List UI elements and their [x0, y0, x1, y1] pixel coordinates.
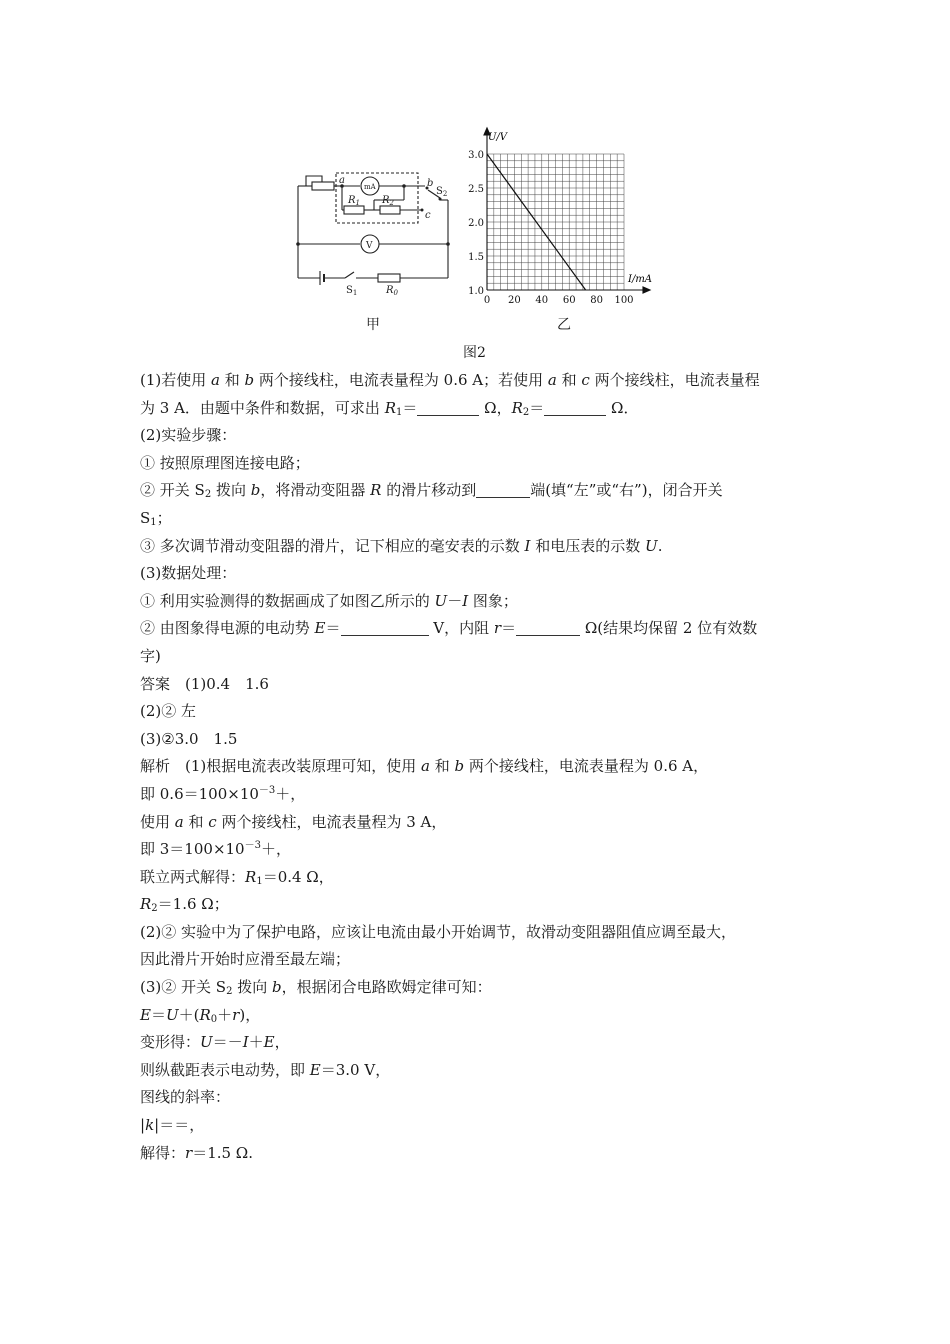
text-line-17: 使用 a 和 c 两个接线柱，电流表量程为 3 A， [140, 812, 447, 831]
text-line-10: ② 由图象得电源的电动势 E＝ V，内阻 r＝ Ω(结果均保留 2 位有效数 [140, 619, 758, 638]
text-line-13: (2)② 左 [140, 702, 197, 721]
text-line-5: ② 开关 $S_2$ 拨向 b，将滑动变阻器 R 的滑片移动到 端(填“左”或“右”)，闭合开关 [140, 481, 723, 501]
x-tick-label: 80 [590, 295, 603, 306]
text-line-4: ① 按照原理图连接电路； [140, 453, 310, 472]
text-line-11: 字) [140, 646, 161, 665]
text-line-14: (3)②3.0 1.5 [140, 729, 238, 748]
text-line-3: (2)实验步骤： [140, 426, 237, 445]
text-line-21: (2)② 实验中为了保护电路，应该让电流由最小开始调节，故滑动变阻器阻值应调至最大， [140, 922, 737, 941]
s1-sub: 1 [352, 289, 358, 297]
text-line-1: (1)若使用 a 和 b 两个接线柱，电流表量程为 0.6 A；若使用 a 和 c 两个接线柱，电流表量程 [140, 371, 760, 389]
text-line-6: $S_1$； [140, 508, 172, 528]
text-line-16: 即 $0.6=100\times 10^{-3}+$， [140, 784, 306, 803]
text-line-26: 则纵截距表示电动势，即 E＝3.0 V， [140, 1060, 391, 1079]
text-line-27: 图线的斜率： [140, 1088, 231, 1107]
r1-sub: 1 [355, 199, 360, 207]
terminal-a-label: a [339, 175, 345, 186]
x-tick-label: 100 [614, 295, 634, 306]
text-line-8: (3)数据处理： [140, 564, 237, 583]
svg-text:R2 [381, 195, 395, 207]
text-line-23: (3)② 开关 $S_2$ 拨向 b，根据闭合电路欧姆定律可知： [140, 978, 492, 998]
svg-text:R1 [347, 195, 360, 207]
x-tick-label: 40 [535, 295, 549, 306]
s2-label: S [436, 186, 443, 197]
s1-label: S [346, 285, 353, 296]
x-axis-arrow [643, 287, 650, 293]
svg-text:R0 [385, 285, 399, 297]
svg-text:S1 [346, 285, 357, 297]
text-line-29: 解得：r＝1.5 Ω. [140, 1143, 254, 1162]
terminal-b-label: b [427, 178, 434, 189]
voltmeter-label: V [366, 241, 373, 251]
text-line-24: $E=U+(R_0+r)$， [140, 1005, 261, 1025]
figure-area [0, 0, 950, 360]
graph-caption: 乙 [557, 317, 571, 333]
y-tick-label: 2.0 [468, 218, 484, 229]
r2-label: R [382, 195, 390, 206]
text-line-19: 联立两式解得：$R_1=0.4$ Ω， [140, 867, 334, 887]
terminal-c-label: c [425, 210, 431, 221]
text-line-12: 答案 (1)0.4 1.6 [140, 674, 269, 693]
r1-label: R [348, 195, 356, 206]
text-line-9: ① 利用实验测得的数据画成了如图乙所示的 U－I 图象； [140, 591, 518, 610]
ui-graph [458, 130, 668, 330]
figure-caption: 图2 [463, 345, 486, 361]
problem-text [140, 367, 820, 1167]
x-tick-label: 60 [562, 295, 576, 306]
r2-sub: 2 [389, 199, 394, 207]
text-line-25: 变形得：U＝－I＋E， [140, 1033, 290, 1052]
y-axis-label: U/V [488, 132, 508, 143]
circuit-caption: 甲 [366, 317, 380, 333]
x-axis-label: I/mA [628, 274, 653, 285]
r0-sub: 0 [393, 289, 398, 297]
text-line-15: 解析 (1)根据电流表改装原理可知，使用 a 和 b 两个接线柱，电流表量程为 0.6 A， [140, 757, 709, 776]
text-line-28: |k|＝＝， [140, 1116, 205, 1135]
text-line-7: ③ 多次调节滑动变阻器的滑片，记下相应的毫安表的示数 I 和电压表的示数 U. [140, 536, 663, 555]
y-tick-label: 1.5 [468, 252, 484, 263]
text-line-22: 因此滑片开始时应滑至最左端； [140, 950, 351, 969]
text-line-18: 即 $3=100\times 10^{-3}+$， [140, 840, 291, 859]
y-tick-label: 2.5 [468, 184, 484, 195]
y-tick-label: 1.0 [468, 286, 484, 297]
s2-sub: 2 [442, 190, 448, 198]
svg-text:S2 [436, 186, 447, 198]
r0-label: R [386, 285, 394, 296]
milliammeter-label: mA [364, 183, 376, 191]
text-line-2: 为 3 A．由题中条件和数据，可求出 $R_1= \Omega$，$R_2= \Omega$． [140, 398, 639, 418]
text-line-20: $R_2=1.6$ Ω； [140, 895, 229, 915]
y-tick-label: 3.0 [468, 150, 484, 161]
circuit-diagram [290, 168, 470, 297]
x-tick-label: 20 [508, 295, 521, 306]
x-tick-label: 0 [483, 295, 491, 306]
